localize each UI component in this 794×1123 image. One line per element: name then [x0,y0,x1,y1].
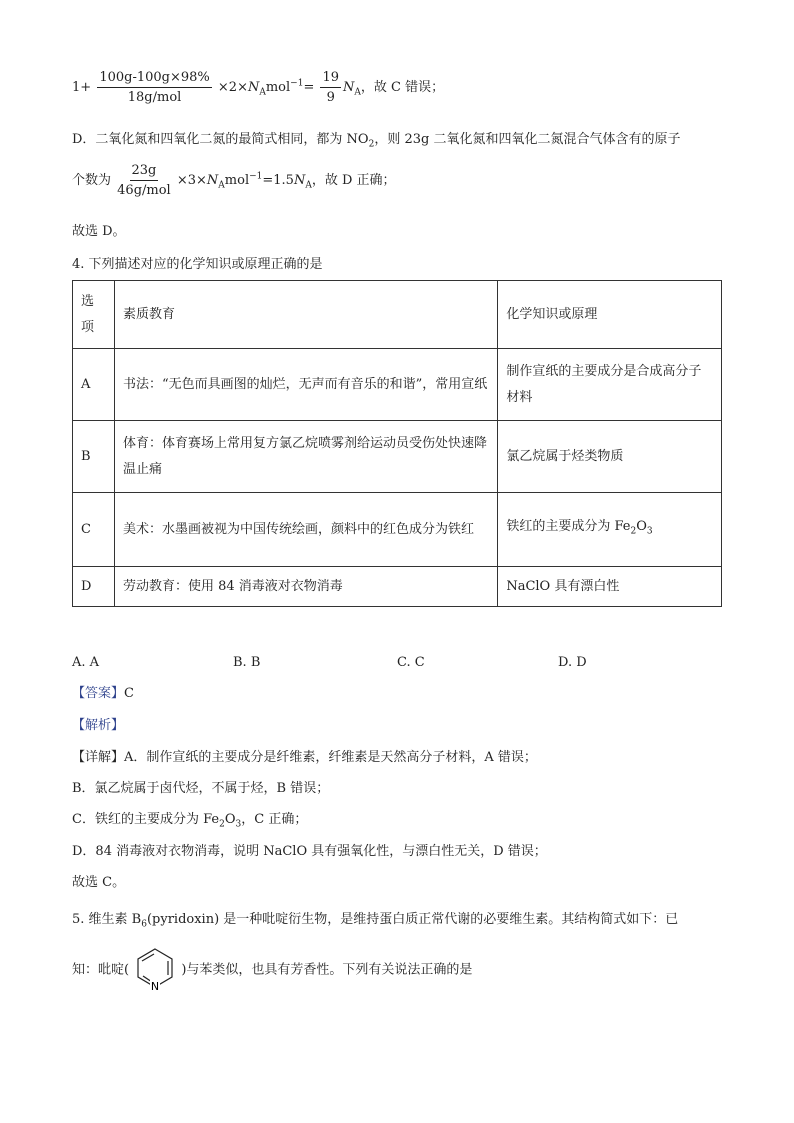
fraction [97,70,211,105]
pyridine-ring-icon [133,946,177,992]
equals: = [303,80,315,95]
table-row [73,567,722,607]
formula-line-c [72,70,444,105]
text: D．二氧化氮和四氧化二氮的最简式相同，都为 NO [72,132,369,147]
option-b: B. B [233,655,261,670]
unit: mol [224,173,250,188]
question-5-line2 [72,960,473,992]
analysis-label [72,716,124,736]
text: O [224,812,236,827]
detail-c [72,810,307,835]
formula-prefix: 1+ [72,80,92,95]
detail-a-text: A．制作宣纸的主要成分是纤维素，纤维素是天然高分子材料，A 错误； [124,750,537,765]
subscript: 2 [368,139,375,150]
question-5-stem [72,910,678,935]
formula-mid: ×3× [176,173,207,188]
row-chem: NaClO 具有漂白性 [498,567,722,607]
fraction-denominator: 18g/mol [127,90,182,105]
row-chem [498,493,722,567]
text: 5. 维生素 B [72,912,142,927]
row-education: 体育：体育赛场上常用复方氯乙烷喷雾剂给运动员受伤处快速降温止痛 [114,421,497,493]
avogadro-symbol: N [293,173,306,188]
fraction-numerator: 23g [130,163,159,181]
avogadro-symbol: N [247,80,260,95]
detail-a [72,748,537,768]
fraction-result [320,70,341,105]
text: O [636,519,647,535]
row-chem: 制作宣纸的主要成分是合成高分子材料 [498,349,722,421]
answer-line [72,684,134,704]
avogadro-sub: A [218,180,225,191]
table-row [73,349,722,421]
text: ，C 正确； [241,812,308,827]
analysis-label-text: 【解析】 [72,718,125,733]
text: )与苯类似，也具有芳香性。下列有关说法正确的是 [181,962,473,978]
choose-d: 故选 D。 [72,224,126,239]
table-header-row [73,281,722,349]
row-education: 美术：水墨画被视为中国传统绘画，颜料中的红色成分为铁红 [114,493,497,567]
avogadro-sub: A [259,87,266,98]
avogadro-symbol: N [206,173,219,188]
row-option: D [73,567,115,607]
table-row [73,421,722,493]
row-education: 劳动教育：使用 84 消毒液对衣物消毒 [114,567,497,607]
row-chem: 氯乙烷属于烃类物质 [498,421,722,493]
detail-b: B．氯乙烷属于卤代烃，不属于烃，B 错误； [72,781,330,796]
unit-exp: −1 [290,78,304,89]
detail-label: 【详解】 [72,750,125,765]
avogadro-sub: A [305,180,312,191]
text: C．铁红的主要成分为 Fe [72,812,220,827]
text: 知：吡啶( [72,962,130,978]
row-education: 书法：“无色而具画图的灿烂，无声而有音乐的和谐”，常用宣纸 [114,349,497,421]
option-a: A. A [72,655,100,670]
subscript: 2 [219,819,225,830]
header-chem: 化学知识或原理 [498,281,722,349]
unit: mol [265,80,291,95]
choose-c: 故选 C。 [72,875,126,890]
subscript: 2 [630,526,637,537]
unit-exp: −1 [249,171,263,182]
equals: =1.5 [262,173,294,188]
text: 铁红的主要成分为 Fe [506,519,631,535]
table-row [73,493,722,567]
formula-mid: ×2× [217,80,248,95]
option-c: C. C [397,655,425,670]
formula-tail: ，故 D 正确； [311,173,396,188]
header-education: 素质教育 [114,281,497,349]
row-option: B [73,421,115,493]
text: ，则 23g 二氧化氮和四氧化二氮混合气体含有的原子 [374,132,681,147]
fraction-result-numerator: 19 [320,70,341,88]
avogadro-sub: A [354,87,361,98]
text: (pyridoxin) 是一种吡啶衍生物，是维持蛋白质正常代谢的必要维生素。其结构简式如下：已 [146,912,679,927]
subscript: 3 [646,526,653,537]
answer-label: 【答案】 [72,686,125,701]
fraction [117,163,171,198]
ring-nitrogen-label: N [151,980,160,992]
formula-line-d [72,163,396,198]
row-option: C [73,493,115,567]
formula-prefix: 个数为 [72,173,112,188]
subscript: 3 [235,819,242,830]
explanation-d-line1 [72,130,680,155]
answer-value: C [124,686,134,701]
avogadro-symbol: N [343,80,355,95]
fraction-numerator: 100g-100g×98% [97,70,211,88]
detail-d: D．84 消毒液对衣物消毒，说明 NaClO 具有强氧化性，与漂白性无关，D 错误； [72,844,547,859]
option-d: D. D [558,655,587,670]
header-option: 选项 [73,281,115,349]
question-4-table [72,280,722,607]
subscript: 6 [141,919,147,930]
fraction-denominator: 46g/mol [117,183,171,198]
question-4-stem: 4. 下列描述对应的化学知识或原理正确的是 [72,257,323,272]
fraction-result-denominator: 9 [326,90,335,105]
row-option: A [73,349,115,421]
formula-tail: ，故 C 错误； [360,80,445,95]
